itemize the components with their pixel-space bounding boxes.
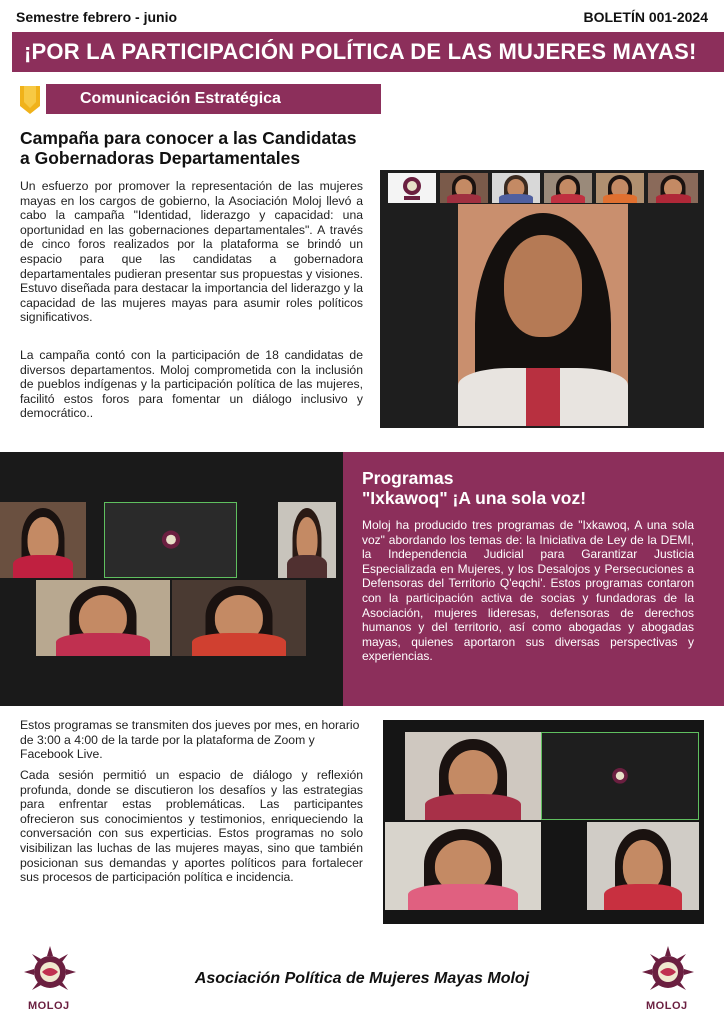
- moloj-logo-icon: [388, 173, 436, 203]
- programs-title: [362, 468, 586, 508]
- grid3-logo-tile: [541, 732, 699, 820]
- programs-title-line1: Programas: [362, 468, 454, 488]
- thumb-participant-1: [440, 173, 488, 203]
- video-call-photo-1: [380, 170, 704, 428]
- programs-paragraph-1: Moloj ha producido tres programas de "Ixkawoq, A una sola voz" abordando los temas de: la Iniciativa de Ley de la DEMI, la Independencia Judicial para Garantizar Justicia Especializada en Mujeres, y los Desalojos y Persecuciones a Defensoras del Territorio Q'eqchi'. Estos programas contaron con la participación activa de socias y fundadoras de la Asociación, mujeres lideresas, defensoras de derechos humanos y del territorio, así como abogadas y abogadas mayas, quienes aportaron sus diversas perspectivas y experiencias.: [362, 518, 694, 664]
- thumb-logo: [388, 173, 436, 203]
- campaign-title-line2: a Gobernadoras Departamentales: [20, 148, 301, 168]
- logo-text-left: MOLOJ: [28, 1000, 70, 1012]
- main-speaker-video: [458, 204, 628, 426]
- section-label: Comunicación Estratégica: [46, 84, 381, 114]
- grid3-participant-2: [385, 822, 541, 910]
- programs-paragraph-2: Estos programas se transmiten dos jueves por mes, en horario de 3:00 a 4:00 de la tarde por la plataforma de Zoom y Facebook Live.: [20, 718, 360, 762]
- programs-paragraph-3: Cada sesión permitió un espacio de diálogo y reflexión profunda, donde se discutieron los desafíos y las estrategias para enfrentar estas problemáticas. Las participantes ofrecieron sus conocimientos y testimonios, enriqueciendo la conversación con sus experticias. Estos programas no solo visibilizan las luchas de las mujeres mayas, sino que también posicionan sus demandas y aportes políticos para fortalecer sus procesos de participación política e incidencia.: [20, 768, 363, 885]
- moloj-logo-icon: [608, 765, 632, 789]
- top-bar: [16, 6, 708, 28]
- main-banner: ¡POR LA PARTICIPACIÓN POLÍTICA DE LAS MUJERES MAYAS!: [12, 32, 724, 72]
- moloj-logo-right: [640, 944, 696, 1000]
- logo-text-right: MOLOJ: [646, 1000, 688, 1012]
- grid-participant-1: [0, 502, 86, 578]
- thumb-participant-4: [596, 173, 644, 203]
- semester-label: Semestre febrero - junio: [16, 9, 178, 25]
- bulletin-number: BOLETÍN 001-2024: [583, 9, 708, 25]
- grid3-participant-1: [405, 732, 541, 820]
- campaign-paragraph-1: Un esfuerzo por promover la representación de las mujeres mayas en los cargos de gobierno, la Asociación Moloj llevó a cabo la campaña "Identidad, liderazgo y capacidad: una oportunidad en las gobernaciones departamentales". A través de cinco foros realizados por la plataforma se brindó un espacio para que las candidatas a gobernadora departamentales pudieran presentar sus propuestas y visiones. Estuvo diseñada para destacar la importancia del liderazgo y la capacidad de las mujeres mayas para asumir roles políticos significativos.: [20, 179, 363, 325]
- grid-participant-4: [172, 580, 306, 656]
- programs-title-line2: "Ixkawoq" ¡A una sola voz!: [362, 488, 587, 508]
- campaign-title-line1: Campaña para conocer a las Candidatas: [20, 128, 357, 148]
- thumb-participant-2: [492, 173, 540, 203]
- campaign-paragraph-2: La campaña contó con la participación de 18 candidatas de diversos departamentos. Moloj comprometida con la inclusión de pueblos indígenas y la participación política de las mujeres, facilitó estos foros para fomentar un diálogo inclusivo y democrático..: [20, 348, 363, 421]
- video-call-photo-2: [0, 498, 336, 656]
- campaign-title: [20, 128, 400, 168]
- thumb-participant-3: [544, 173, 592, 203]
- grid-participant-2: [278, 502, 336, 578]
- moloj-logo-icon: [157, 527, 185, 555]
- grid-participant-3: [36, 580, 170, 656]
- thumb-participant-5: [648, 173, 698, 203]
- grid3-participant-3: [587, 822, 699, 910]
- video-call-photo-3: [383, 720, 704, 924]
- footer-org-name: Asociación Política de Mujeres Mayas Moloj: [194, 970, 530, 987]
- chevron-badge-icon: [20, 86, 40, 114]
- grid-logo-tile: [104, 502, 237, 578]
